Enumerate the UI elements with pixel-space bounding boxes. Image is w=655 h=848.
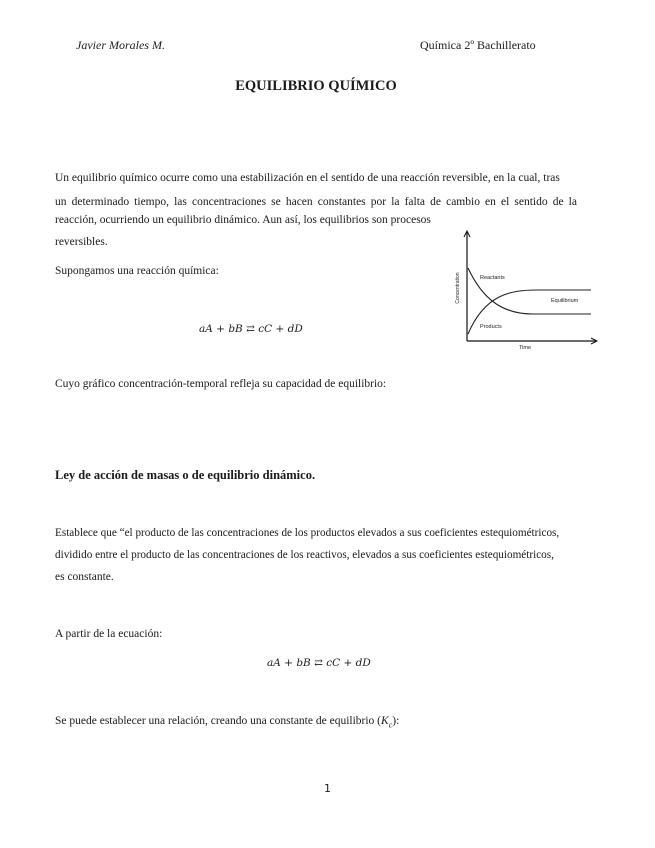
equation-lhs: aA + bB [267,657,311,669]
header-course: Química 2º Bachillerato [420,38,536,52]
equation-rhs: cC + dD [326,657,371,669]
equation-lhs: aA + bB [199,323,243,335]
reactants-label: Reactants [480,275,505,281]
intro-line-1: Un equilibrio químico ocurre como una estabilización en el sentido de una reacción reversible, en la cual, tras [55,172,560,184]
reaction-equation [199,323,303,335]
page-title: EQUILIBRIO QUÍMICO [235,78,397,94]
intro-line-4: reversibles. [55,236,108,248]
header-author: Javier Morales M. [76,38,165,52]
equilibrium-label: Equilibrium [551,298,579,304]
reaction-equation-2 [267,657,371,669]
graph-caption: Cuyo gráfico concentración-temporal refleja su capacidad de equilibrio: [55,378,387,390]
relation-closing: ): [392,715,400,727]
page-number: 1 [324,782,331,795]
section-heading: Ley de acción de masas o de equilibrio dinámico. [55,468,316,482]
equilibrium-arrow: ⇄ [246,323,255,335]
suppose-text: Supongamos una reacción química: [55,265,219,277]
relation-sentence: Se puede establecer una relación, creando una constante de equilibrio ( [55,715,382,727]
law-line-2: dividido entre el producto de las concentraciones de los reactivos, elevados a sus coeficientes estequiométricos, [55,549,554,561]
y-axis-label: Concentration [455,272,461,304]
equation-rhs: cC + dD [258,323,303,335]
equilibrium-constant: K [381,715,389,727]
from-equation-text: A partir de la ecuación: [55,628,163,640]
intro-line-2: un determinado tiempo, las concentraciones se hacen constantes por la falta de cambio en el sentido de la [55,196,577,208]
products-label: Products [480,324,502,330]
equilibrium-arrow: ⇄ [314,657,323,669]
concentration-time-graph [455,228,600,352]
law-line-1: Establece que “el producto de las concentraciones de los productos elevados a sus coeficientes estequiométricos, [55,527,560,539]
law-line-3: es constante. [55,571,114,583]
intro-line-3: reacción, ocurriendo un equilibrio dinámico. Aun así, los equilibrios son procesos [55,214,431,226]
relation-text [55,715,399,729]
constant-subscript: c [388,720,393,730]
x-axis-label: Time [518,345,532,351]
